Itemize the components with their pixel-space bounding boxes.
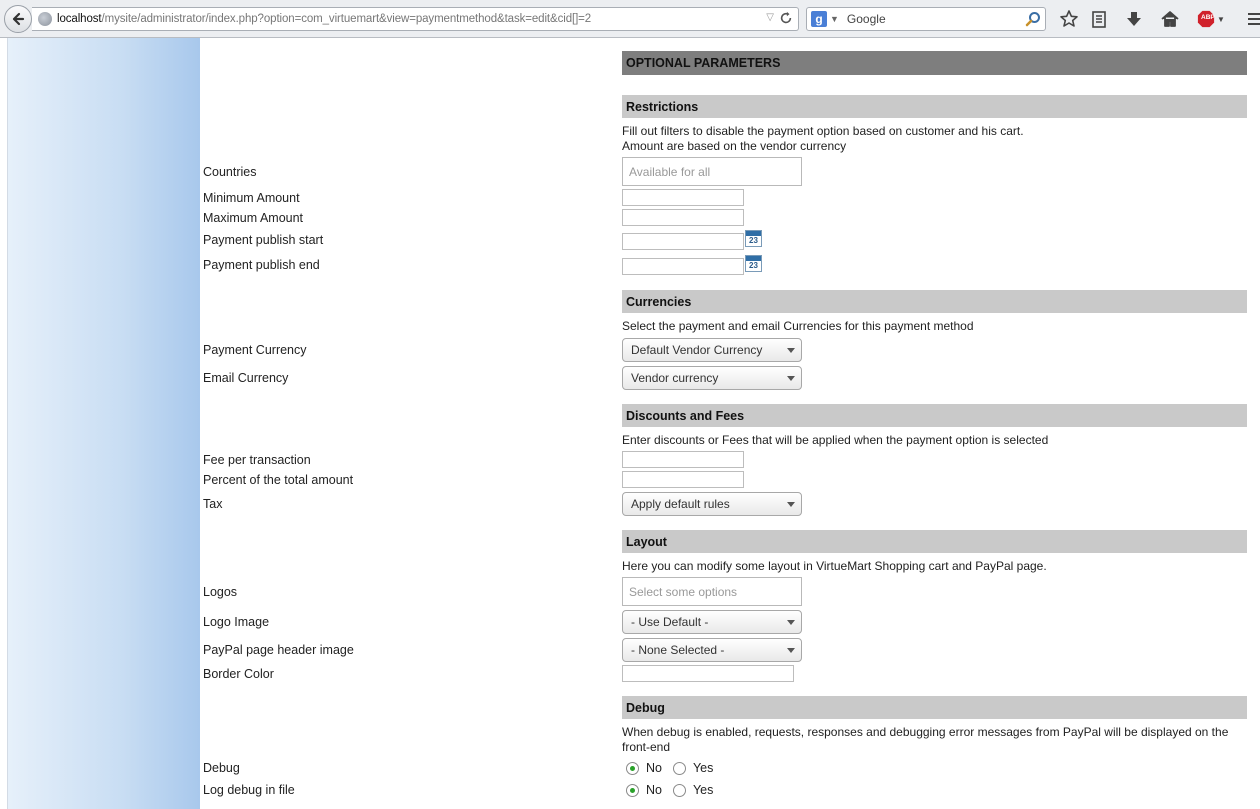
layout-header: Layout bbox=[622, 530, 1247, 553]
maximum-amount-label: Maximum Amount bbox=[203, 211, 304, 225]
debug-header: Debug bbox=[622, 696, 1247, 719]
url-dropdown-icon[interactable]: ▽ bbox=[766, 12, 774, 23]
log-debug-radio-group: No Yes bbox=[626, 783, 724, 797]
address-bar[interactable] bbox=[32, 7, 799, 31]
currencies-header: Currencies bbox=[622, 290, 1247, 313]
search-input[interactable]: Google bbox=[846, 12, 886, 26]
optional-parameters-header: OPTIONAL PARAMETERS bbox=[622, 51, 1247, 75]
chevron-down-icon bbox=[787, 348, 795, 353]
minimum-amount-label: Minimum Amount bbox=[203, 191, 300, 205]
star-icon bbox=[1059, 9, 1079, 29]
back-button[interactable] bbox=[4, 5, 32, 33]
clipboard-icon bbox=[1089, 9, 1109, 29]
minimum-amount-input[interactable] bbox=[622, 189, 744, 206]
browser-toolbar bbox=[0, 0, 1260, 38]
google-icon[interactable]: g bbox=[811, 11, 827, 27]
countries-label: Countries bbox=[203, 165, 257, 179]
back-arrow-icon bbox=[10, 11, 26, 27]
download-icon bbox=[1124, 9, 1144, 29]
log-no-radio[interactable] bbox=[626, 784, 639, 797]
log-yes-radio[interactable] bbox=[673, 784, 686, 797]
calendar-icon[interactable]: 23 bbox=[745, 255, 762, 272]
logos-label: Logos bbox=[203, 585, 238, 599]
logo-image-label: Logo Image bbox=[203, 615, 270, 629]
logos-multiselect[interactable]: Select some options bbox=[622, 577, 802, 606]
search-icon[interactable] bbox=[1025, 11, 1041, 27]
page-gutter bbox=[0, 38, 8, 809]
adblock-button[interactable] bbox=[1196, 8, 1226, 30]
debug-no-radio[interactable] bbox=[626, 762, 639, 775]
chevron-down-icon bbox=[787, 502, 795, 507]
publish-start-label: Payment publish start bbox=[203, 233, 324, 247]
tax-select[interactable]: Apply default rules bbox=[622, 492, 802, 516]
layout-description: Here you can modify some layout in VirtueMart Shopping cart and PayPal page. bbox=[622, 559, 1047, 573]
debug-label: Debug bbox=[203, 761, 240, 775]
debug-radio-group: No Yes bbox=[626, 761, 724, 775]
percent-total-input[interactable] bbox=[622, 471, 744, 488]
chevron-down-icon bbox=[787, 376, 795, 381]
log-debug-label: Log debug in file bbox=[203, 783, 295, 797]
border-color-input[interactable] bbox=[622, 665, 794, 682]
discounts-description: Enter discounts or Fees that will be applied when the payment option is selected bbox=[622, 433, 1049, 447]
sidebar bbox=[8, 38, 200, 809]
header-image-select[interactable]: - None Selected - bbox=[622, 638, 802, 662]
percent-total-label: Percent of the total amount bbox=[203, 473, 354, 487]
currencies-description: Select the payment and email Currencies for this payment method bbox=[622, 319, 974, 333]
countries-multiselect[interactable]: Available for all bbox=[622, 157, 802, 186]
debug-description: When debug is enabled, requests, responses and debugging error messages from PayPal will be displayed on the front-end bbox=[622, 725, 1229, 754]
debug-yes-radio[interactable] bbox=[673, 762, 686, 775]
home-button[interactable] bbox=[1159, 8, 1181, 30]
globe-icon bbox=[38, 12, 52, 26]
menu-icon bbox=[1245, 9, 1260, 29]
adblock-label: ABP bbox=[1201, 14, 1215, 21]
chevron-down-icon bbox=[787, 648, 795, 653]
fee-per-transaction-label: Fee per transaction bbox=[203, 453, 311, 467]
payment-currency-label: Payment Currency bbox=[203, 343, 307, 357]
publish-end-input[interactable] bbox=[622, 258, 744, 275]
discounts-header: Discounts and Fees bbox=[622, 404, 1247, 427]
publish-end-label: Payment publish end bbox=[203, 258, 320, 272]
bookmarks-button[interactable] bbox=[1088, 8, 1110, 30]
restrictions-header: Restrictions bbox=[622, 95, 1247, 118]
calendar-icon[interactable]: 23 bbox=[745, 230, 762, 247]
email-currency-label: Email Currency bbox=[203, 371, 289, 385]
header-image-label: PayPal page header image bbox=[203, 643, 354, 657]
reload-icon[interactable] bbox=[779, 11, 793, 25]
menu-button[interactable] bbox=[1244, 8, 1260, 30]
bookmark-star-button[interactable] bbox=[1058, 8, 1080, 30]
home-icon bbox=[1160, 9, 1180, 29]
border-color-label: Border Color bbox=[203, 667, 274, 681]
chevron-down-icon: ▼ bbox=[1217, 14, 1225, 24]
url-text[interactable]: localhost/mysite/administrator/index.php?option=com_virtuemart&view=paymentmethod&task=edit&cid[]=2 bbox=[57, 13, 592, 25]
logo-image-select[interactable]: - Use Default - bbox=[622, 610, 802, 634]
chevron-down-icon[interactable]: ▼ bbox=[830, 14, 839, 24]
chevron-down-icon bbox=[787, 620, 795, 625]
search-bar[interactable] bbox=[806, 7, 1046, 31]
restrictions-description: Fill out filters to disable the payment option based on customer and his cart. Amount are based on the vendor currency bbox=[622, 124, 1024, 153]
fee-per-transaction-input[interactable] bbox=[622, 451, 744, 468]
downloads-button[interactable] bbox=[1123, 8, 1145, 30]
payment-currency-select[interactable]: Default Vendor Currency bbox=[622, 338, 802, 362]
email-currency-select[interactable]: Vendor currency bbox=[622, 366, 802, 390]
publish-start-input[interactable] bbox=[622, 233, 744, 250]
tax-label: Tax bbox=[203, 497, 223, 511]
maximum-amount-input[interactable] bbox=[622, 209, 744, 226]
